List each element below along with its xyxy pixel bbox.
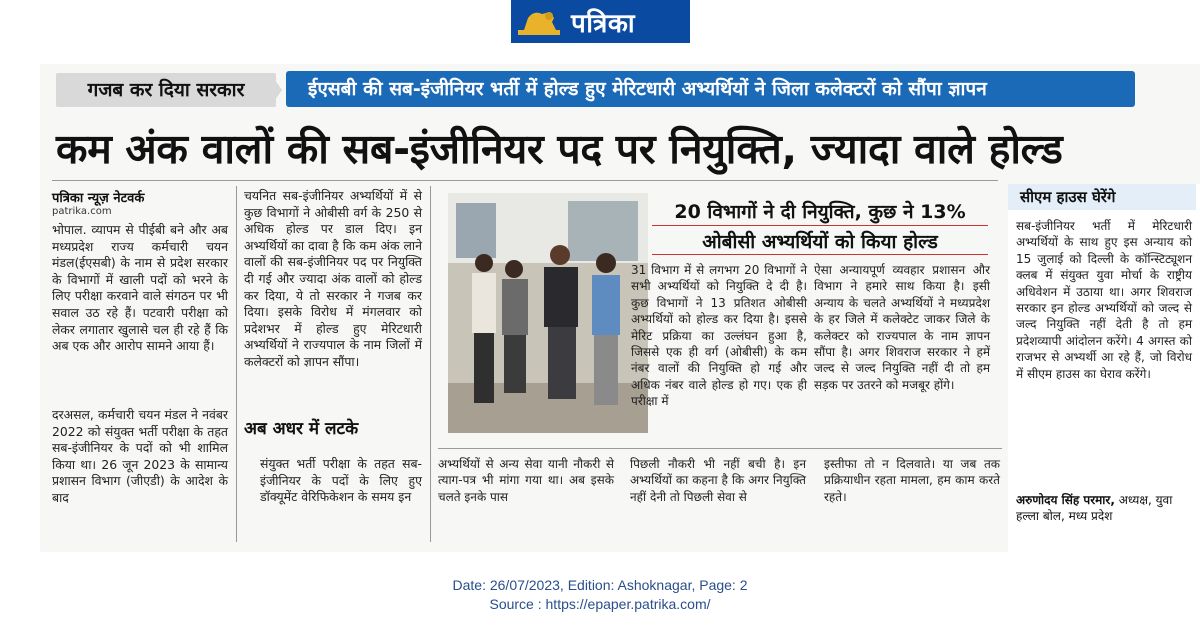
lion-emblem-icon — [511, 0, 567, 43]
byline: पत्रिका न्यूज़ नेटवर्क — [52, 191, 145, 206]
article-column-2-continued: संयुक्त भर्ती परीक्षा के तहत सब-इंजीनियर के पदों के लिए हुए डॉक्यूमेंट वेरिफिकेशन के समय इन — [260, 456, 422, 505]
article-column-1-continued: दरअसल, कर्मचारी चयन मंडल ने नवंबर 2022 को संयुक्त भर्ती परीक्षा के तहत सब-इंजीनियर के पदों को भी शामिल किया था। 26 जून 2023 के सामान्य प्रशासन विभाग (जीएडी) के आदेश के बाद — [52, 407, 228, 505]
bottom-column-3: इस्तीफा तो न दिलवाते। या जब तक प्रक्रियाधीन रहता मामला, हम काम करते रहते। — [824, 457, 1000, 504]
news-photo — [448, 193, 648, 433]
footer-date-line: Date: 26/07/2023, Edition: Ashoknagar, Page: 2 — [452, 577, 748, 593]
bottom-rule — [438, 448, 1002, 449]
bottom-column-1: अभ्यर्थियों से अन्य सेवा यानी नौकरी से त्याग-पत्र भी मांगा गया था। अब इसके चलते इनके पास — [438, 457, 614, 504]
headline-rule — [52, 180, 998, 181]
article-column-1: भोपाल. व्यापम से पीईबी बने और अब मध्यप्रदेश राज्य कर्मचारी चयन मंडल(ईएसबी) के नाम से प्रदेश सरकार के विभागों में खाली पदों को भरने के लिए परीक्षा करवाने वाले संगठन पर भी सवाल उठ रहे हैं। पटवारी परीक्षा को लेकर लगातार खुलासे चल ही रहे हैं कि अब एक और आरोप सामने आया हैं। — [52, 222, 228, 354]
kicker-arrow — [270, 73, 282, 107]
strap-headline: ईएसबी की सब-इंजीनियर भर्ती में होल्ड हुए मेरिटधारी अभ्यर्थियों ने जिला कलेक्टरों को सौंपा ज्ञापन — [286, 71, 1135, 107]
subheading: अब अधर में लटके — [244, 419, 359, 439]
inset-column-2: ऐसा अन्यायपूर्ण व्यवहार प्रशासन और विभाग ने हमारे साथ किया है। इसी अन्याय के चलते अभ्यर्थियों ने मध्यप्रदेश के हर जिले में कलेक्टेट जाकर जिले के कलेक्टर को राज्यपाल के नाम ज्ञापन सौंपा है। अगर शिवराज सरकार ने हमें जल्द से जल्द नियुक्ति नहीं दी तो हम सड़क पर उतरने को मजबूर होंगे। — [814, 263, 990, 392]
byline-url: patrika.com — [52, 206, 112, 217]
inset-rule — [652, 225, 988, 226]
article-column-2: चयनित सब-इंजीनियर अभ्यर्थियों में से कुछ विभागों ने ओबीसी वर्ग के 250 से अधिक होल्ड पर डाल दिए। इन अभ्यर्थियों का दावा है कि कम अंक लाने वालों की सब-इंजीनियर पद पर नियुक्ति दी गई और ज्यादा अंक वालों को होल्ड कर दिया, ये तो सरकार ने गजब कर दिया। इसके विरोध में मंगलवार को प्रदेशभर में होल्ड हुए मेरिटधारी अभ्यर्थियों ने राज्यपाल के नाम जिलों में कलेक्टरों को ज्ञापन सौंपा। — [244, 188, 422, 369]
masthead — [511, 0, 690, 43]
news-clipping — [40, 64, 1200, 552]
bottom-column-2: पिछली नौकरी भी नहीं बची है। इन अभ्यर्थियों का कहना है कि अगर नियुक्ति नहीं देनी तो पिछली सेवा से — [630, 457, 806, 504]
column-divider — [236, 186, 237, 542]
inset-headline-2: ओबीसी अभ्यर्थियों को किया होल्ड — [702, 231, 938, 253]
inset-rule — [652, 254, 988, 255]
footer-source-line: Source : https://epaper.patrika.com/ — [489, 596, 711, 612]
masthead-title: पत्रिका — [571, 8, 636, 39]
footer — [0, 576, 1200, 614]
inset-headline-1: 20 विभागों ने दी नियुक्ति, कुछ ने 13% — [674, 201, 966, 223]
kicker-label: गजब कर दिया सरकार — [56, 73, 276, 107]
sidebar-body: सब-इंजीनियर भर्ती में मेरिटधारी अभ्यर्थियों के साथ हुए इस अन्याय को 15 जुलाई को दिल्ली के कॉन्स्टिट्यूशन क्लब में संयुक्त युवा मोर्चा के राष्ट्रीय अधिवेशन में उठाया था। अगर शिवराज सरकार इन होल्ड अभ्यर्थियों को जल्द से जल्द नियुक्ति नहीं देती है तो हम प्रदेशव्यापी आंदोलन करेंगे। 4 अगस्त को राजभर से अभ्यर्थी आ रहे हैं, जो विरोध में सीएम हाउस का घेराव करेंगे। — [1016, 219, 1192, 381]
signature-title: अध्यक्ष, युवा हल्ला बोल, मध्य प्रदेश — [1016, 493, 1173, 524]
main-headline: कम अंक वालों की सब-इंजीनियर पद पर नियुक्ति, ज्यादा वाले होल्ड — [56, 125, 1063, 173]
sidebar-signature — [1016, 492, 1196, 525]
signature-name: अरुणोदय सिंह परमार, — [1016, 493, 1115, 507]
sidebar-title: सीएम हाउस घेरेंगे — [1008, 184, 1196, 210]
column-divider — [430, 186, 431, 542]
inset-column-1: 31 विभाग में से लगभग 20 विभागों ने सभी अभ्यर्थियों को नियुक्ति दे दी है। कुछ विभागों ने 13 प्रतिशत ओबीसी अभ्यर्थियों को होल्ड कर दिया है। इससे मेरिट प्रक्रिया का उल्लंघन हुआ है, जिससे एक ही वर्ग (ओबीसी) के कम नंबर वालों की नियुक्ति हो गई और अधिक नंबर वाले होल्ड हो गए। एक ही परीक्षा में — [631, 263, 807, 409]
